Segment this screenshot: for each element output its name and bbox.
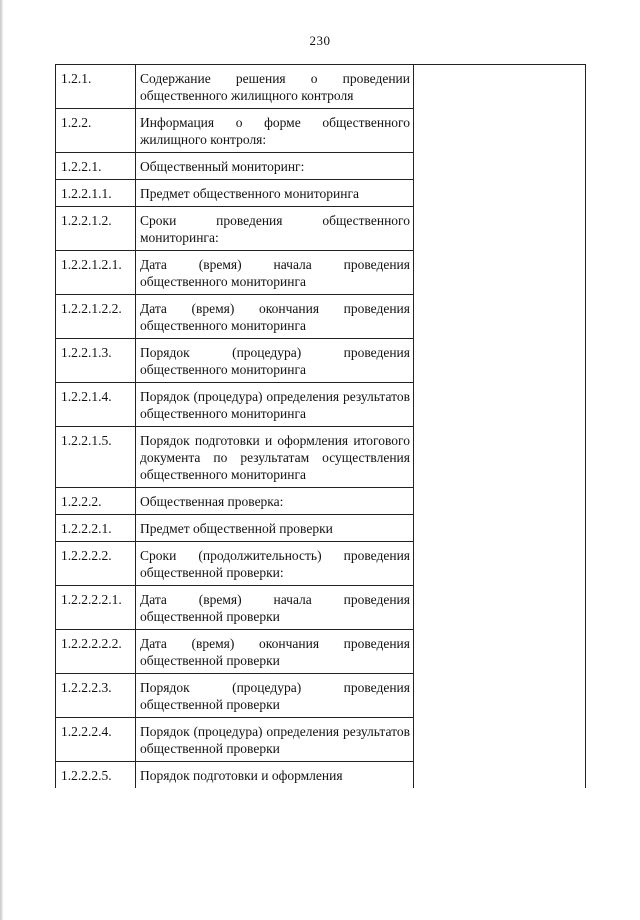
table-row bbox=[56, 295, 414, 339]
table-row bbox=[56, 586, 414, 630]
section-text: Общественный мониторинг: bbox=[136, 153, 414, 180]
table-row bbox=[56, 762, 414, 789]
section-number: 1.2.2.2.3. bbox=[56, 674, 136, 718]
section-number: 1.2.2.2. bbox=[56, 488, 136, 515]
section-number: 1.2.2.1.5. bbox=[56, 427, 136, 488]
section-text: Информация о форме общественного жилищного контроля: bbox=[136, 109, 414, 153]
section-text: Предмет общественной проверки bbox=[136, 515, 414, 542]
section-text: Порядок (процедура) определения результатов общественного мониторинга bbox=[136, 383, 414, 427]
section-number: 1.2.2.1. bbox=[56, 153, 136, 180]
table-row bbox=[56, 718, 414, 762]
table-row bbox=[56, 674, 414, 718]
table-row bbox=[56, 427, 414, 488]
section-text: Дата (время) окончания проведения общественного мониторинга bbox=[136, 295, 414, 339]
table-row bbox=[56, 515, 414, 542]
section-text: Сроки проведения общественного мониторинга: bbox=[136, 207, 414, 251]
section-text: Порядок (процедура) проведения общественного мониторинга bbox=[136, 339, 414, 383]
section-number: 1.2.2.2.5. bbox=[56, 762, 136, 789]
section-number: 1.2.1. bbox=[56, 65, 136, 109]
section-text: Порядок подготовки и оформления итогового документа по результатам осуществления общественного мониторинга bbox=[136, 427, 414, 488]
table-row bbox=[56, 207, 414, 251]
section-text: Общественная проверка: bbox=[136, 488, 414, 515]
section-number: 1.2.2.1.4. bbox=[56, 383, 136, 427]
table-row bbox=[56, 630, 414, 674]
table-row bbox=[56, 383, 414, 427]
document-table bbox=[55, 64, 414, 788]
section-number: 1.2.2.2.2.1. bbox=[56, 586, 136, 630]
section-number: 1.2.2.2.1. bbox=[56, 515, 136, 542]
table-body bbox=[56, 65, 414, 789]
section-number: 1.2.2.1.2.2. bbox=[56, 295, 136, 339]
table-row bbox=[56, 109, 414, 153]
section-text: Порядок подготовки и оформления bbox=[136, 762, 414, 789]
section-text: Порядок (процедура) определения результатов общественной проверки bbox=[136, 718, 414, 762]
section-number: 1.2.2.1.2. bbox=[56, 207, 136, 251]
section-text: Сроки (продолжительность) проведения общественной проверки: bbox=[136, 542, 414, 586]
section-number: 1.2.2.2.2.2. bbox=[56, 630, 136, 674]
table-row bbox=[56, 339, 414, 383]
section-number: 1.2.2.1.1. bbox=[56, 180, 136, 207]
outer-page-frame bbox=[412, 64, 586, 788]
section-text: Содержание решения о проведении общественного жилищного контроля bbox=[136, 65, 414, 109]
section-number: 1.2.2.1.2.1. bbox=[56, 251, 136, 295]
section-text: Порядок (процедура) проведения общественной проверки bbox=[136, 674, 414, 718]
table-row bbox=[56, 65, 414, 109]
table-row bbox=[56, 180, 414, 207]
table-row bbox=[56, 542, 414, 586]
section-text: Дата (время) окончания проведения общественной проверки bbox=[136, 630, 414, 674]
section-text: Дата (время) начала проведения общественного мониторинга bbox=[136, 251, 414, 295]
table-row bbox=[56, 251, 414, 295]
section-number: 1.2.2.1.3. bbox=[56, 339, 136, 383]
table-row bbox=[56, 488, 414, 515]
section-text: Дата (время) начала проведения общественной проверки bbox=[136, 586, 414, 630]
section-number: 1.2.2.2.2. bbox=[56, 542, 136, 586]
scan-edge bbox=[0, 0, 3, 920]
page-number: 230 bbox=[309, 33, 331, 48]
section-number: 1.2.2. bbox=[56, 109, 136, 153]
table-row bbox=[56, 153, 414, 180]
section-number: 1.2.2.2.4. bbox=[56, 718, 136, 762]
section-text: Предмет общественного мониторинга bbox=[136, 180, 414, 207]
